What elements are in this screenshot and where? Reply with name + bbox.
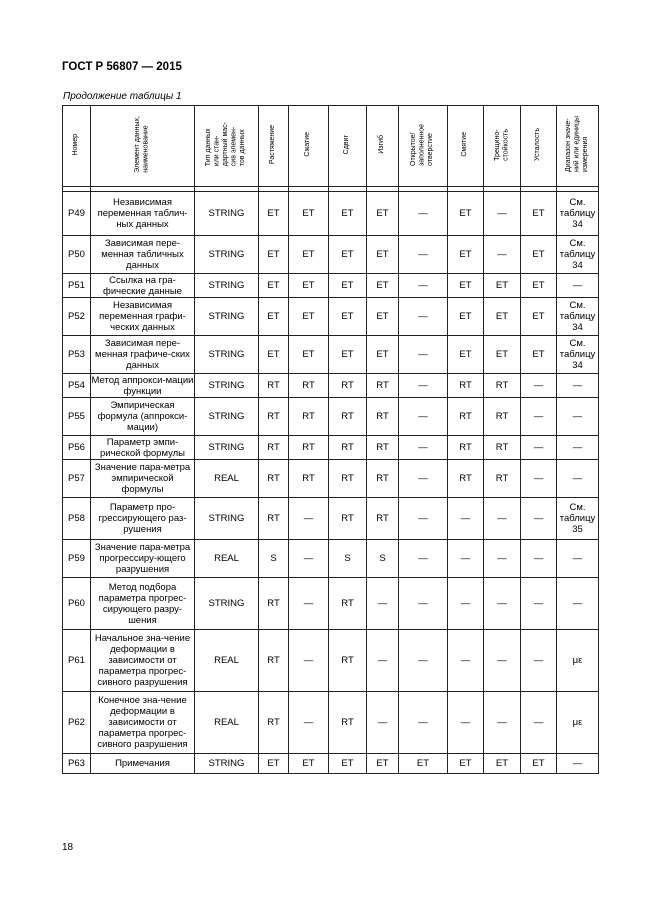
row-number-cell: P53	[63, 336, 91, 374]
value-cell: ET	[484, 274, 521, 298]
value-cell: ET	[329, 754, 367, 774]
row-number-cell: P50	[63, 236, 91, 274]
value-cell: RT	[329, 460, 367, 498]
table-row	[63, 540, 599, 578]
value-cell: RT	[259, 578, 289, 630]
range-cell: με	[557, 630, 599, 692]
data-type-cell: STRING	[195, 436, 259, 460]
value-cell: ET	[484, 754, 521, 774]
range-cell: —	[557, 374, 599, 398]
value-cell: RT	[289, 460, 329, 498]
value-cell: —	[399, 630, 448, 692]
value-cell: —	[367, 630, 399, 692]
value-cell: —	[399, 336, 448, 374]
value-cell: —	[367, 578, 399, 630]
value-cell: RT	[367, 498, 399, 540]
value-cell: —	[399, 192, 448, 236]
value-cell: ET	[521, 274, 557, 298]
header-cell: Растяжение	[259, 106, 289, 187]
value-cell: ET	[289, 298, 329, 336]
value-cell: —	[448, 630, 484, 692]
range-cell: См. таблицу 34	[557, 192, 599, 236]
data-type-cell: REAL	[195, 692, 259, 754]
value-cell: RT	[484, 460, 521, 498]
data-type-cell: STRING	[195, 374, 259, 398]
value-cell: —	[399, 398, 448, 436]
value-cell: —	[448, 578, 484, 630]
spec-table	[62, 105, 599, 774]
table-row	[63, 578, 599, 630]
value-cell: RT	[448, 398, 484, 436]
data-type-cell: STRING	[195, 578, 259, 630]
value-cell: RT	[259, 374, 289, 398]
row-number-cell: P61	[63, 630, 91, 692]
value-cell: ET	[521, 298, 557, 336]
value-cell: RT	[484, 436, 521, 460]
value-cell: ET	[521, 236, 557, 274]
value-cell: —	[367, 692, 399, 754]
value-cell: ET	[259, 274, 289, 298]
value-cell: S	[259, 540, 289, 578]
row-number-cell: P57	[63, 460, 91, 498]
table-body	[63, 192, 599, 774]
value-cell: —	[448, 540, 484, 578]
data-type-cell: STRING	[195, 754, 259, 774]
value-cell: —	[484, 236, 521, 274]
row-number-cell: P49	[63, 192, 91, 236]
element-name-cell: Параметр про-грессирующего раз-рушения	[91, 498, 195, 540]
value-cell: —	[521, 692, 557, 754]
element-name-cell: Независимая переменная таблич-ных данных	[91, 192, 195, 236]
value-cell: ET	[399, 754, 448, 774]
header-cell: Трещино- стойкость	[484, 106, 521, 187]
value-cell: RT	[259, 692, 289, 754]
header-cell: Изгиб	[367, 106, 399, 187]
row-number-cell: P56	[63, 436, 91, 460]
data-type-cell: STRING	[195, 192, 259, 236]
range-cell: —	[557, 460, 599, 498]
value-cell: RT	[329, 692, 367, 754]
value-cell: —	[399, 498, 448, 540]
value-cell: —	[399, 460, 448, 498]
value-cell: —	[484, 630, 521, 692]
data-type-cell: STRING	[195, 398, 259, 436]
value-cell: —	[289, 692, 329, 754]
value-cell: ET	[289, 236, 329, 274]
value-cell: —	[484, 578, 521, 630]
element-name-cell: Метод аппрокси-мации функции	[91, 374, 194, 397]
value-cell: RT	[329, 630, 367, 692]
value-cell: —	[521, 374, 557, 398]
value-cell: ET	[367, 298, 399, 336]
value-cell: RT	[289, 436, 329, 460]
value-cell: RT	[367, 460, 399, 498]
value-cell: RT	[329, 578, 367, 630]
value-cell: RT	[484, 398, 521, 436]
table-row	[63, 374, 599, 398]
table-row	[63, 236, 599, 274]
table-header-row	[63, 106, 599, 187]
value-cell: RT	[367, 374, 399, 398]
table-row	[63, 498, 599, 540]
header-cell: Сдвиг	[329, 106, 367, 187]
table-row	[63, 692, 599, 754]
value-cell: —	[289, 540, 329, 578]
row-number-cell: P52	[63, 298, 91, 336]
table-caption: Продолжение таблицы 1	[63, 91, 182, 102]
value-cell: ET	[448, 192, 484, 236]
value-cell: ET	[329, 236, 367, 274]
value-cell: RT	[259, 498, 289, 540]
row-number-cell: P55	[63, 398, 91, 436]
value-cell: ET	[521, 336, 557, 374]
header-cell: Элемент данных, наименование	[91, 106, 195, 187]
value-cell: —	[399, 374, 448, 398]
value-cell: —	[399, 540, 448, 578]
value-cell: RT	[329, 498, 367, 540]
row-number-cell: P60	[63, 578, 91, 630]
range-cell: —	[557, 578, 599, 630]
value-cell: RT	[484, 374, 521, 398]
element-name-cell: Метод подбора параметра прогрес-сирующего разру-шения	[91, 578, 195, 630]
header-cell: Диапазон значе- ний или единицы измерения	[557, 106, 599, 187]
data-type-cell: STRING	[195, 336, 259, 374]
value-cell: —	[484, 192, 521, 236]
value-cell: RT	[259, 460, 289, 498]
value-cell: ET	[367, 192, 399, 236]
value-cell: —	[399, 298, 448, 336]
value-cell: ET	[367, 274, 399, 298]
value-cell: —	[521, 630, 557, 692]
element-name-cell: Конечное зна-чение деформации в зависимости от параметра прогрес-сивного разрушения	[91, 692, 195, 754]
element-name-cell: Значение пара-метра прогрессиру-ющего разрушения	[91, 540, 195, 578]
value-cell: S	[329, 540, 367, 578]
value-cell: RT	[259, 436, 289, 460]
element-name-cell: Независимая переменная графи-ческих данных	[91, 298, 195, 336]
value-cell: RT	[367, 398, 399, 436]
value-cell: —	[521, 460, 557, 498]
value-cell: RT	[329, 374, 367, 398]
value-cell: RT	[448, 436, 484, 460]
value-cell: ET	[259, 192, 289, 236]
value-cell: —	[448, 692, 484, 754]
value-cell: —	[399, 236, 448, 274]
value-cell: —	[399, 578, 448, 630]
value-cell: —	[448, 498, 484, 540]
value-cell: —	[521, 436, 557, 460]
table-row	[63, 398, 599, 436]
value-cell: ET	[448, 274, 484, 298]
table-row	[63, 192, 599, 236]
element-name-cell: Значение пара-метра эмпирической формулы	[91, 460, 195, 498]
value-cell: ET	[329, 298, 367, 336]
value-cell: S	[367, 540, 399, 578]
value-cell: ET	[367, 236, 399, 274]
value-cell: ET	[289, 754, 329, 774]
value-cell: ET	[289, 274, 329, 298]
data-type-cell: STRING	[195, 274, 259, 298]
value-cell: ET	[448, 336, 484, 374]
table-row	[63, 754, 599, 774]
value-cell: —	[399, 692, 448, 754]
element-name-cell: Ссылка на гра-фические данные	[91, 274, 195, 298]
value-cell: —	[484, 498, 521, 540]
range-cell: См. таблицу 35	[557, 498, 599, 540]
value-cell: —	[399, 436, 448, 460]
element-name-cell: Начальное зна-чение деформации в зависимости от параметра прогрес-сивного разрушения	[91, 630, 195, 692]
row-number-cell: P62	[63, 692, 91, 754]
table-row	[63, 436, 599, 460]
table-row	[63, 274, 599, 298]
value-cell: ET	[259, 336, 289, 374]
table-row	[63, 630, 599, 692]
header-cell: Номер	[63, 106, 91, 187]
header-cell: Усталость	[521, 106, 557, 187]
table-row	[63, 460, 599, 498]
value-cell: —	[521, 498, 557, 540]
table-row	[63, 298, 599, 336]
range-cell: —	[557, 754, 599, 774]
value-cell: ET	[367, 336, 399, 374]
value-cell: ET	[259, 298, 289, 336]
data-type-cell: REAL	[195, 540, 259, 578]
value-cell: RT	[289, 398, 329, 436]
page-number: 18	[62, 842, 74, 853]
element-name-cell: Параметр эмпи-рической формулы	[91, 436, 195, 460]
element-name-cell: Эмпирическая формула (аппрокси-мации)	[91, 398, 195, 436]
header-cell: Смятие	[448, 106, 484, 187]
value-cell: RT	[448, 374, 484, 398]
value-cell: —	[521, 540, 557, 578]
value-cell: RT	[448, 460, 484, 498]
value-cell: RT	[259, 398, 289, 436]
value-cell: ET	[521, 192, 557, 236]
value-cell: ET	[448, 298, 484, 336]
range-cell: См. таблицу 34	[557, 336, 599, 374]
value-cell: —	[289, 498, 329, 540]
value-cell: RT	[329, 436, 367, 460]
data-type-cell: STRING	[195, 298, 259, 336]
table-row	[63, 336, 599, 374]
header-cell: Открытое/ заполненное отверстие	[399, 106, 448, 187]
range-cell: —	[557, 436, 599, 460]
value-cell: ET	[259, 754, 289, 774]
row-number-cell: P54	[63, 374, 91, 398]
row-number-cell: P51	[63, 274, 91, 298]
value-cell: ET	[521, 754, 557, 774]
value-cell: ET	[448, 754, 484, 774]
row-number-cell: P58	[63, 498, 91, 540]
value-cell: —	[289, 630, 329, 692]
range-cell: —	[557, 398, 599, 436]
row-number-cell: P59	[63, 540, 91, 578]
value-cell: RT	[329, 398, 367, 436]
range-cell: См. таблицу 34	[557, 236, 599, 274]
value-cell: ET	[484, 336, 521, 374]
value-cell: RT	[367, 436, 399, 460]
value-cell: ET	[448, 236, 484, 274]
value-cell: —	[399, 274, 448, 298]
header-cell: Сжатие	[289, 106, 329, 187]
data-type-cell: STRING	[195, 498, 259, 540]
range-cell: —	[557, 540, 599, 578]
value-cell: ET	[484, 298, 521, 336]
data-type-cell: STRING	[195, 236, 259, 274]
value-cell: ET	[329, 192, 367, 236]
value-cell: —	[289, 578, 329, 630]
header-cell: Тип данных или стан- дартный мас- сив элемен- тов данных	[195, 106, 259, 187]
value-cell: —	[521, 398, 557, 436]
data-type-cell: REAL	[195, 630, 259, 692]
element-name-cell: Зависимая пере-менная графиче-ских данных	[91, 336, 195, 374]
value-cell: ET	[289, 192, 329, 236]
value-cell: ET	[367, 754, 399, 774]
range-cell: См. таблицу 34	[557, 298, 599, 336]
row-number-cell: P63	[63, 754, 91, 774]
value-cell: ET	[259, 236, 289, 274]
document-title: ГОСТ Р 56807 — 2015	[62, 61, 182, 73]
range-cell: με	[557, 692, 599, 754]
value-cell: RT	[259, 630, 289, 692]
range-cell: —	[557, 274, 599, 298]
value-cell: —	[484, 540, 521, 578]
element-name-cell: Примечания	[91, 754, 195, 774]
value-cell: ET	[329, 274, 367, 298]
value-cell: RT	[289, 374, 329, 398]
data-type-cell: REAL	[195, 460, 259, 498]
element-name-cell: Зависимая пере-менная табличных данных	[91, 236, 195, 274]
value-cell: —	[521, 578, 557, 630]
value-cell: ET	[289, 336, 329, 374]
value-cell: —	[484, 692, 521, 754]
value-cell: ET	[329, 336, 367, 374]
